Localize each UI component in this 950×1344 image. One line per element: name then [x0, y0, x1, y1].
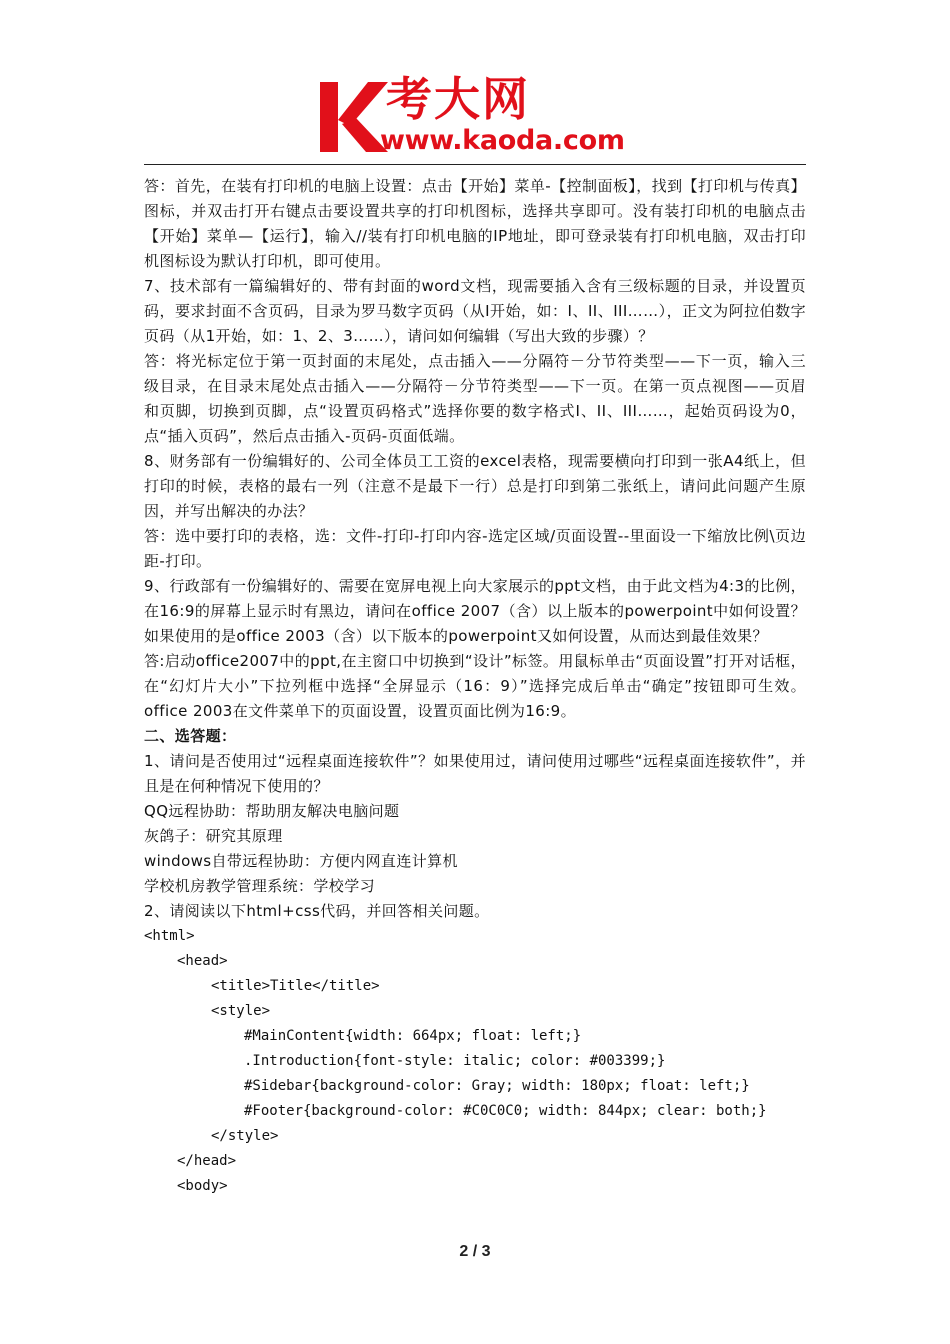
code-line: <title>Title</title> [211, 978, 380, 994]
code-line: </head> [177, 1153, 237, 1169]
code-line: <head> [177, 953, 228, 969]
code-line: .Introduction{font-style: italic; color: #003399;} [244, 1053, 666, 1069]
answer-line: 灰鸽子：研究其原理 [144, 827, 283, 845]
k-logo-icon [316, 80, 390, 154]
logo-url-text: www.kaoda.com [380, 125, 625, 156]
code-line: #MainContent{width: 664px; float: left;} [244, 1028, 582, 1044]
answer-line: 学校机房教学管理系统：学校学习 [144, 877, 376, 895]
document-body [144, 174, 806, 1199]
code-line: <style> [211, 1003, 271, 1019]
optional-question-2: 2、请阅读以下html+css代码，并回答相关问题。 [144, 902, 490, 920]
header-divider [144, 164, 806, 165]
optional-question-1: 1、请问是否使用过“远程桌面连接软件”？如果使用过，请问使用过哪些“远程桌面连接软件”，并且是在何种情况下使用的？ [144, 752, 806, 795]
page-number: 2 / 3 [459, 1243, 491, 1260]
question-9: 9、行政部有一份编辑好的、需要在宽屏电视上向大家展示的ppt文档，由于此文档为4:3的比例，在16:9的屏幕上显示时有黑边，请问在office 2007（含）以上版本的powerpoint中如何设置？如果使用的是office 2003（含）以下版本的powerpoint又如何设置，从而达到最佳效果？ [144, 577, 807, 645]
answer-line: windows自带远程协助：方便内网直连计算机 [144, 852, 458, 870]
question-8: 8、财务部有一份编辑好的、公司全体员工工资的excel表格，现需要横向打印到一张A4纸上，但打印的时候，表格的最右一列（注意不是最下一行）总是打印到第二张纸上，请问此问题产生原因，并写出解决的办法？ [144, 452, 806, 520]
answer-line: QQ远程协助：帮助朋友解决电脑问题 [144, 802, 400, 820]
section-heading: 二、选答题： [144, 727, 237, 745]
answer-9: 答:启动office2007中的ppt,在主窗口中切换到“设计”标签。用鼠标单击“页面设置”打开对话框，在“幻灯片大小”下拉列框中选择“全屏显示（16：9）”选择完成后单击“确定”按钮即可生效。office 2003在文件菜单下的页面设置，设置页面比例为16:9。 [144, 652, 806, 720]
logo-brand-text: 考大网 [386, 72, 530, 126]
answer-7: 答：将光标定位于第一页封面的末尾处，点击插入——分隔符－分节符类型——下一页，输入三级目录，在目录末尾处点击插入——分隔符－分节符类型——下一页。在第一页点视图——页眉和页脚，切换到页脚，点“设置页码格式”选择你要的数字格式I、II、III……，起始页码设为0，点“插入页码”，然后点击插入-页码-页面低端。 [144, 352, 806, 445]
question-7: 7、技术部有一篇编辑好的、带有封面的word文档，现需要插入含有三级标题的目录，并设置页码，要求封面不含页码，目录为罗马数字页码（从I开始，如：I、II、III……），正文为阿拉伯数字页码（从1开始，如：1、2、3……），请问如何编辑（写出大致的步骤）？ [144, 277, 806, 345]
code-line: <body> [177, 1178, 228, 1194]
code-line: #Sidebar{background-color: Gray; width: 180px; float: left;} [244, 1078, 750, 1094]
code-line: </style> [211, 1128, 279, 1144]
code-line: #Footer{background-color: #C0C0C0; width: 844px; clear: both;} [244, 1103, 767, 1119]
kaoda-logo [316, 72, 638, 158]
code-line: <html> [144, 928, 195, 944]
answer-8: 答：选中要打印的表格，选：文件-打印-打印内容-选定区域/页面设置--里面设一下缩放比例\页边距-打印。 [144, 527, 806, 570]
answer-paragraph: 答：首先，在装有打印机的电脑上设置：点击【开始】菜单-【控制面板】，找到【打印机与传真】图标，并双击打开右键点击要设置共享的打印机图标，选择共享即可。没有装打印机的电脑点击【开始】菜单—【运行】，输入//装有打印机电脑的IP地址，即可登录装有打印机电脑，双击打印机图标设为默认打印机，即可使用。 [144, 177, 806, 270]
